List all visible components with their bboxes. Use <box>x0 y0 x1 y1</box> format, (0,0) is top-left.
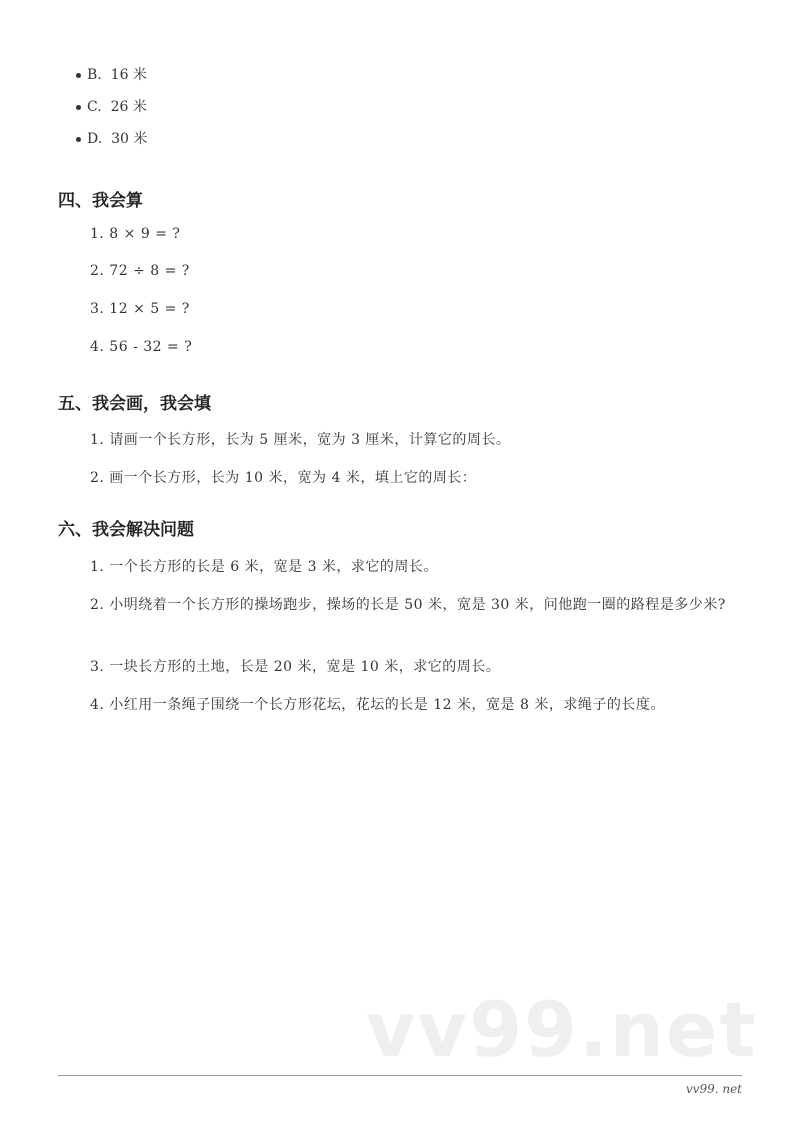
footer-divider <box>58 1075 742 1076</box>
question-item: 1. 请画一个长方形，长为 5 厘米，宽为 3 厘米，计算它的周长。 <box>90 432 511 448</box>
question-item: 2. 画一个长方形，长为 10 米，宽为 4 米，填上它的周长： <box>90 470 477 486</box>
bullet-icon <box>76 137 81 142</box>
section-heading: 四、我会算 <box>58 191 143 211</box>
question-item: 2. 72 ÷ 8 = ? <box>90 263 190 279</box>
question-item: 3. 12 × 5 = ? <box>90 301 190 317</box>
option-text: 26 米 <box>110 99 147 115</box>
footer-text: vv99. net <box>685 1082 742 1096</box>
option-c <box>76 96 147 116</box>
section-heading: 五、我会画，我会填 <box>58 394 211 414</box>
watermark: vv99.net <box>366 985 758 1074</box>
question-item: 1. 一个长方形的长是 6 米，宽是 3 米，求它的周长。 <box>90 559 438 575</box>
option-label: B. <box>87 67 102 83</box>
option-label: C. <box>87 99 102 115</box>
option-text: 30 米 <box>111 131 148 147</box>
question-item: 2. 小明绕着一个长方形的操场跑步，操场的长是 50 米，宽是 30 米，问他跑一圈的路程是多少米? <box>90 597 726 613</box>
section-heading: 六、我会解决问题 <box>58 520 194 540</box>
bullet-icon <box>76 73 81 78</box>
question-item: 4. 小红用一条绳子围绕一个长方形花坛，花坛的长是 12 米，宽是 8 米，求绳子的长度。 <box>90 697 665 713</box>
option-text: 16 米 <box>110 67 147 83</box>
question-item: 4. 56 - 32 = ? <box>90 339 193 355</box>
option-label: D. <box>87 131 103 147</box>
option-b <box>76 64 147 84</box>
question-item: 1. 8 × 9 = ? <box>90 226 181 242</box>
bullet-icon <box>76 105 81 110</box>
question-item: 3. 一块长方形的土地，长是 20 米，宽是 10 米，求它的周长。 <box>90 659 501 675</box>
option-d <box>76 128 147 148</box>
